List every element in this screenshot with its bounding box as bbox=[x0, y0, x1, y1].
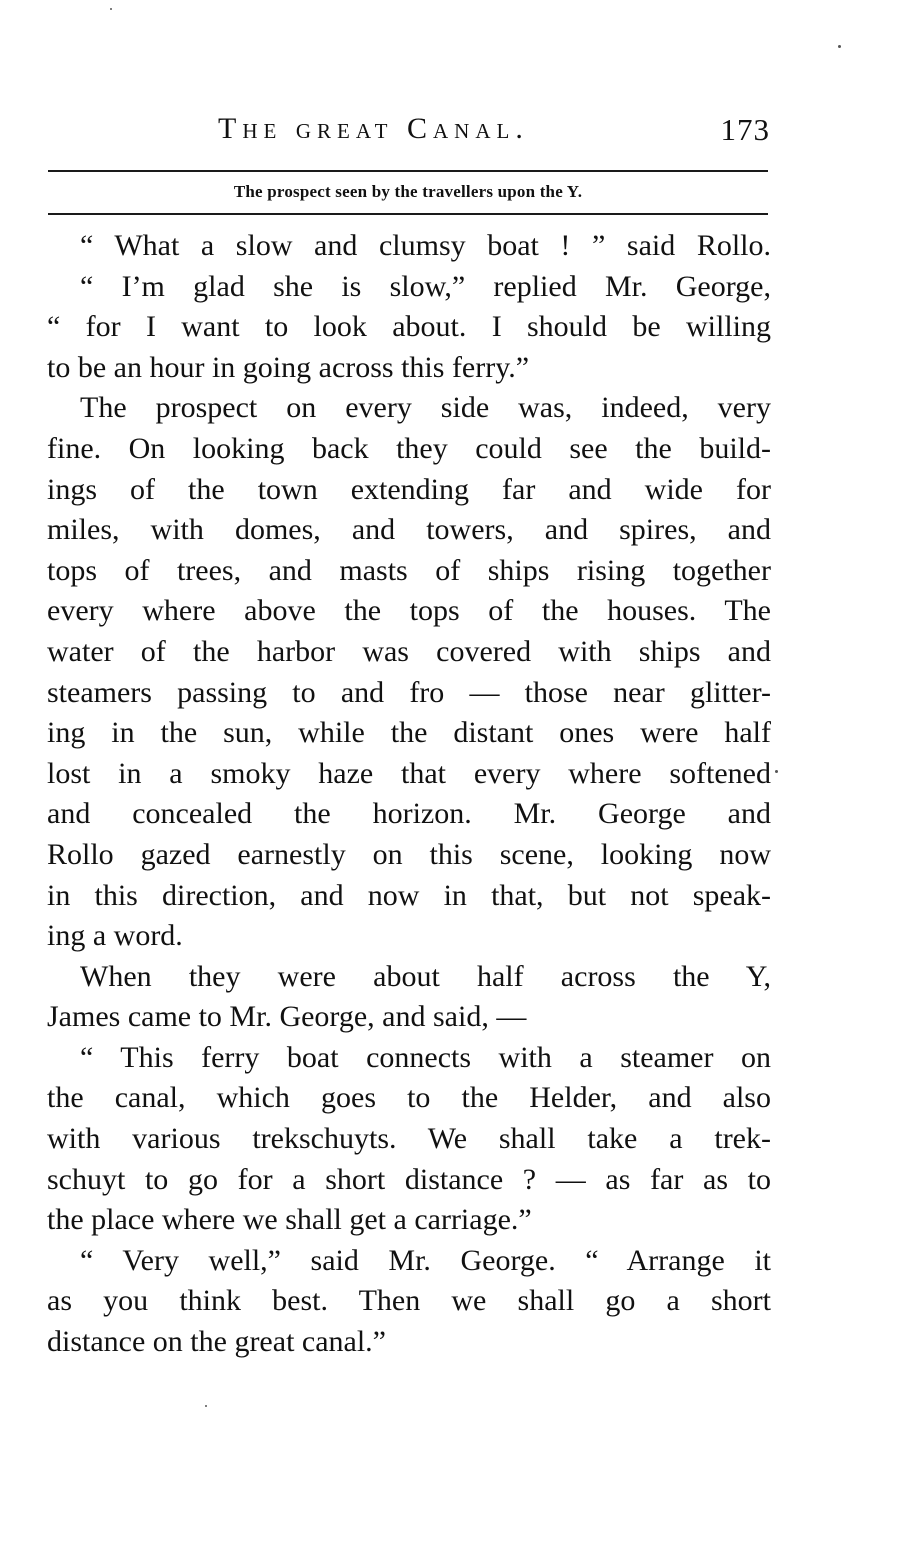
text-line: “ Very well,” said Mr. George. “ Arrange it bbox=[80, 1243, 771, 1277]
header-rule-bottom bbox=[48, 213, 768, 215]
text-line: ing a word. bbox=[47, 919, 183, 953]
text-line: water of the harbor was covered with ships and bbox=[47, 634, 771, 668]
text-line: “ for I want to look about. I should be willing bbox=[47, 310, 771, 344]
text-line: schuyt to go for a short distance ? — as far as to bbox=[47, 1162, 771, 1196]
text-line: every where above the tops of the houses. The bbox=[47, 594, 771, 628]
text-line: steamers passing to and fro — those near glitter- bbox=[47, 675, 771, 709]
body-text bbox=[47, 226, 771, 1363]
text-line: miles, with domes, and towers, and spires, and bbox=[47, 513, 771, 547]
text-line: Rollo gazed earnestly on this scene, looking now bbox=[47, 837, 771, 871]
text-line: “ This ferry boat connects with a steamer on bbox=[80, 1040, 771, 1074]
text-line: the place where we shall get a carriage.” bbox=[47, 1203, 532, 1237]
scan-speck bbox=[110, 8, 112, 10]
text-line: “ What a slow and clumsy boat ! ” said Rollo. bbox=[80, 229, 771, 262]
scan-speck bbox=[838, 45, 841, 48]
text-line: The prospect on every side was, indeed, very bbox=[80, 391, 771, 425]
header-rule-top bbox=[48, 170, 768, 172]
scan-speck bbox=[205, 1405, 207, 1407]
text-line: the canal, which goes to the Helder, and also bbox=[47, 1081, 771, 1115]
text-line: distance on the great canal.” bbox=[47, 1325, 386, 1359]
scan-speck bbox=[775, 770, 778, 773]
running-head bbox=[48, 112, 770, 156]
text-line: tops of trees, and masts of ships rising together bbox=[47, 553, 771, 587]
text-line: with various trekschuyts. We shall take a trek- bbox=[47, 1122, 771, 1156]
text-line: as you think best. Then we shall go a short bbox=[47, 1284, 771, 1318]
text-line: in this direction, and now in that, but not speak- bbox=[47, 878, 771, 912]
page-number: 173 bbox=[720, 112, 770, 147]
text-line: fine. On looking back they could see the build- bbox=[47, 431, 771, 465]
text-line: lost in a smoky haze that every where softened bbox=[47, 756, 771, 790]
text-line: to be an hour in going across this ferry.” bbox=[47, 350, 530, 384]
text-line: James came to Mr. George, and said, — bbox=[47, 1000, 527, 1034]
text-line: When they were about half across the Y, bbox=[80, 959, 771, 993]
section-subhead: The prospect seen by the travellers upon the Y. bbox=[233, 182, 583, 201]
text-line: ing in the sun, while the distant ones were half bbox=[47, 716, 771, 750]
text-line: ings of the town extending far and wide for bbox=[47, 472, 771, 506]
running-title: The great Canal. bbox=[218, 112, 529, 145]
text-line: “ I’m glad she is slow,” replied Mr. George, bbox=[80, 269, 771, 303]
text-line: and concealed the horizon. Mr. George and bbox=[47, 797, 771, 831]
